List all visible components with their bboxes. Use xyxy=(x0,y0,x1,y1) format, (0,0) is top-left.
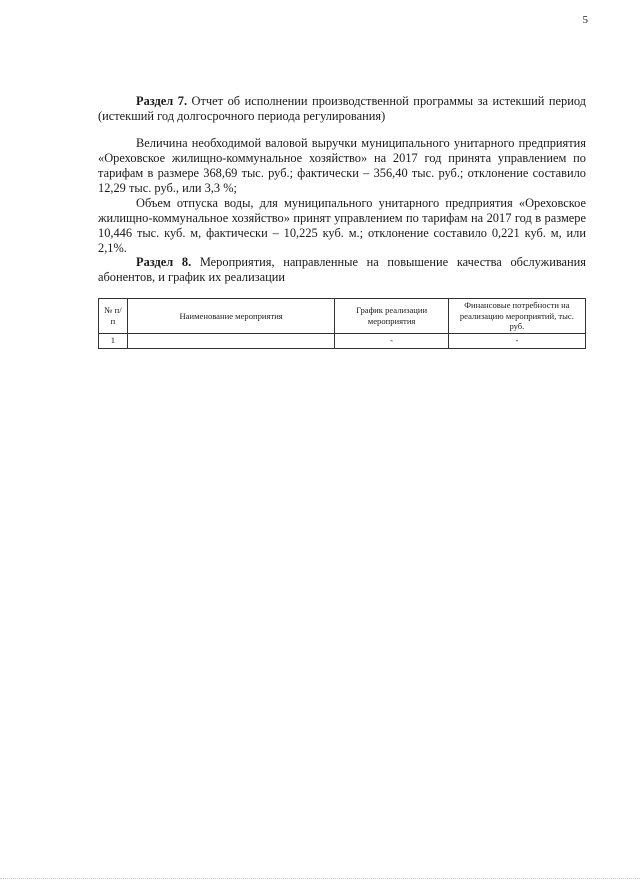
section-7-heading xyxy=(98,94,586,124)
cell-name xyxy=(127,333,335,348)
measures-table xyxy=(98,298,586,349)
section-7-title: Отчет об исполнении производственной программы за истекший период (истекший год долгосрочного периода регулирования) xyxy=(98,94,586,123)
header-schedule: График реализации мероприятия xyxy=(335,299,448,334)
header-name: Наименование мероприятия xyxy=(127,299,335,334)
cell-schedule: - xyxy=(335,333,448,348)
scan-bottom-border xyxy=(0,878,640,879)
water-volume-paragraph: Объем отпуска воды, для муниципального унитарного предприятия «Ореховское жилищно-коммунальное хозяйство» принят управлением по тарифам на 2017 год в размере 10,446 тыс. куб. м, фактически – 10,225 куб. м.; отклонение составило 0,221 куб. м, или 2,1%. xyxy=(98,196,586,255)
header-num: № п/п xyxy=(99,299,128,334)
cell-finance: - xyxy=(448,333,585,348)
table-header-row xyxy=(99,299,586,334)
section-8-label: Раздел 8. xyxy=(136,255,192,269)
table-row xyxy=(99,333,586,348)
header-finance: Финансовые потребности на реализацию мероприятий, тыс. руб. xyxy=(448,299,585,334)
section-8-title: Мероприятия, направленные на повышение качества обслуживания абонентов, и график их реализации xyxy=(98,255,586,284)
section-8-heading xyxy=(98,255,586,285)
section-7-label: Раздел 7. xyxy=(136,94,188,108)
section-7-body xyxy=(98,136,586,256)
revenue-paragraph: Величина необходимой валовой выручки муниципального унитарного предприятия «Ореховское жилищно-коммунальное хозяйство» на 2017 год принята управлением по тарифам в размере 368,69 тыс. руб.; фактически – 356,40 тыс. руб.; отклонение составило 12,29 тыс. руб., или 3,3 %; xyxy=(98,136,586,195)
cell-num: 1 xyxy=(99,333,128,348)
page-number: 5 xyxy=(582,14,588,26)
